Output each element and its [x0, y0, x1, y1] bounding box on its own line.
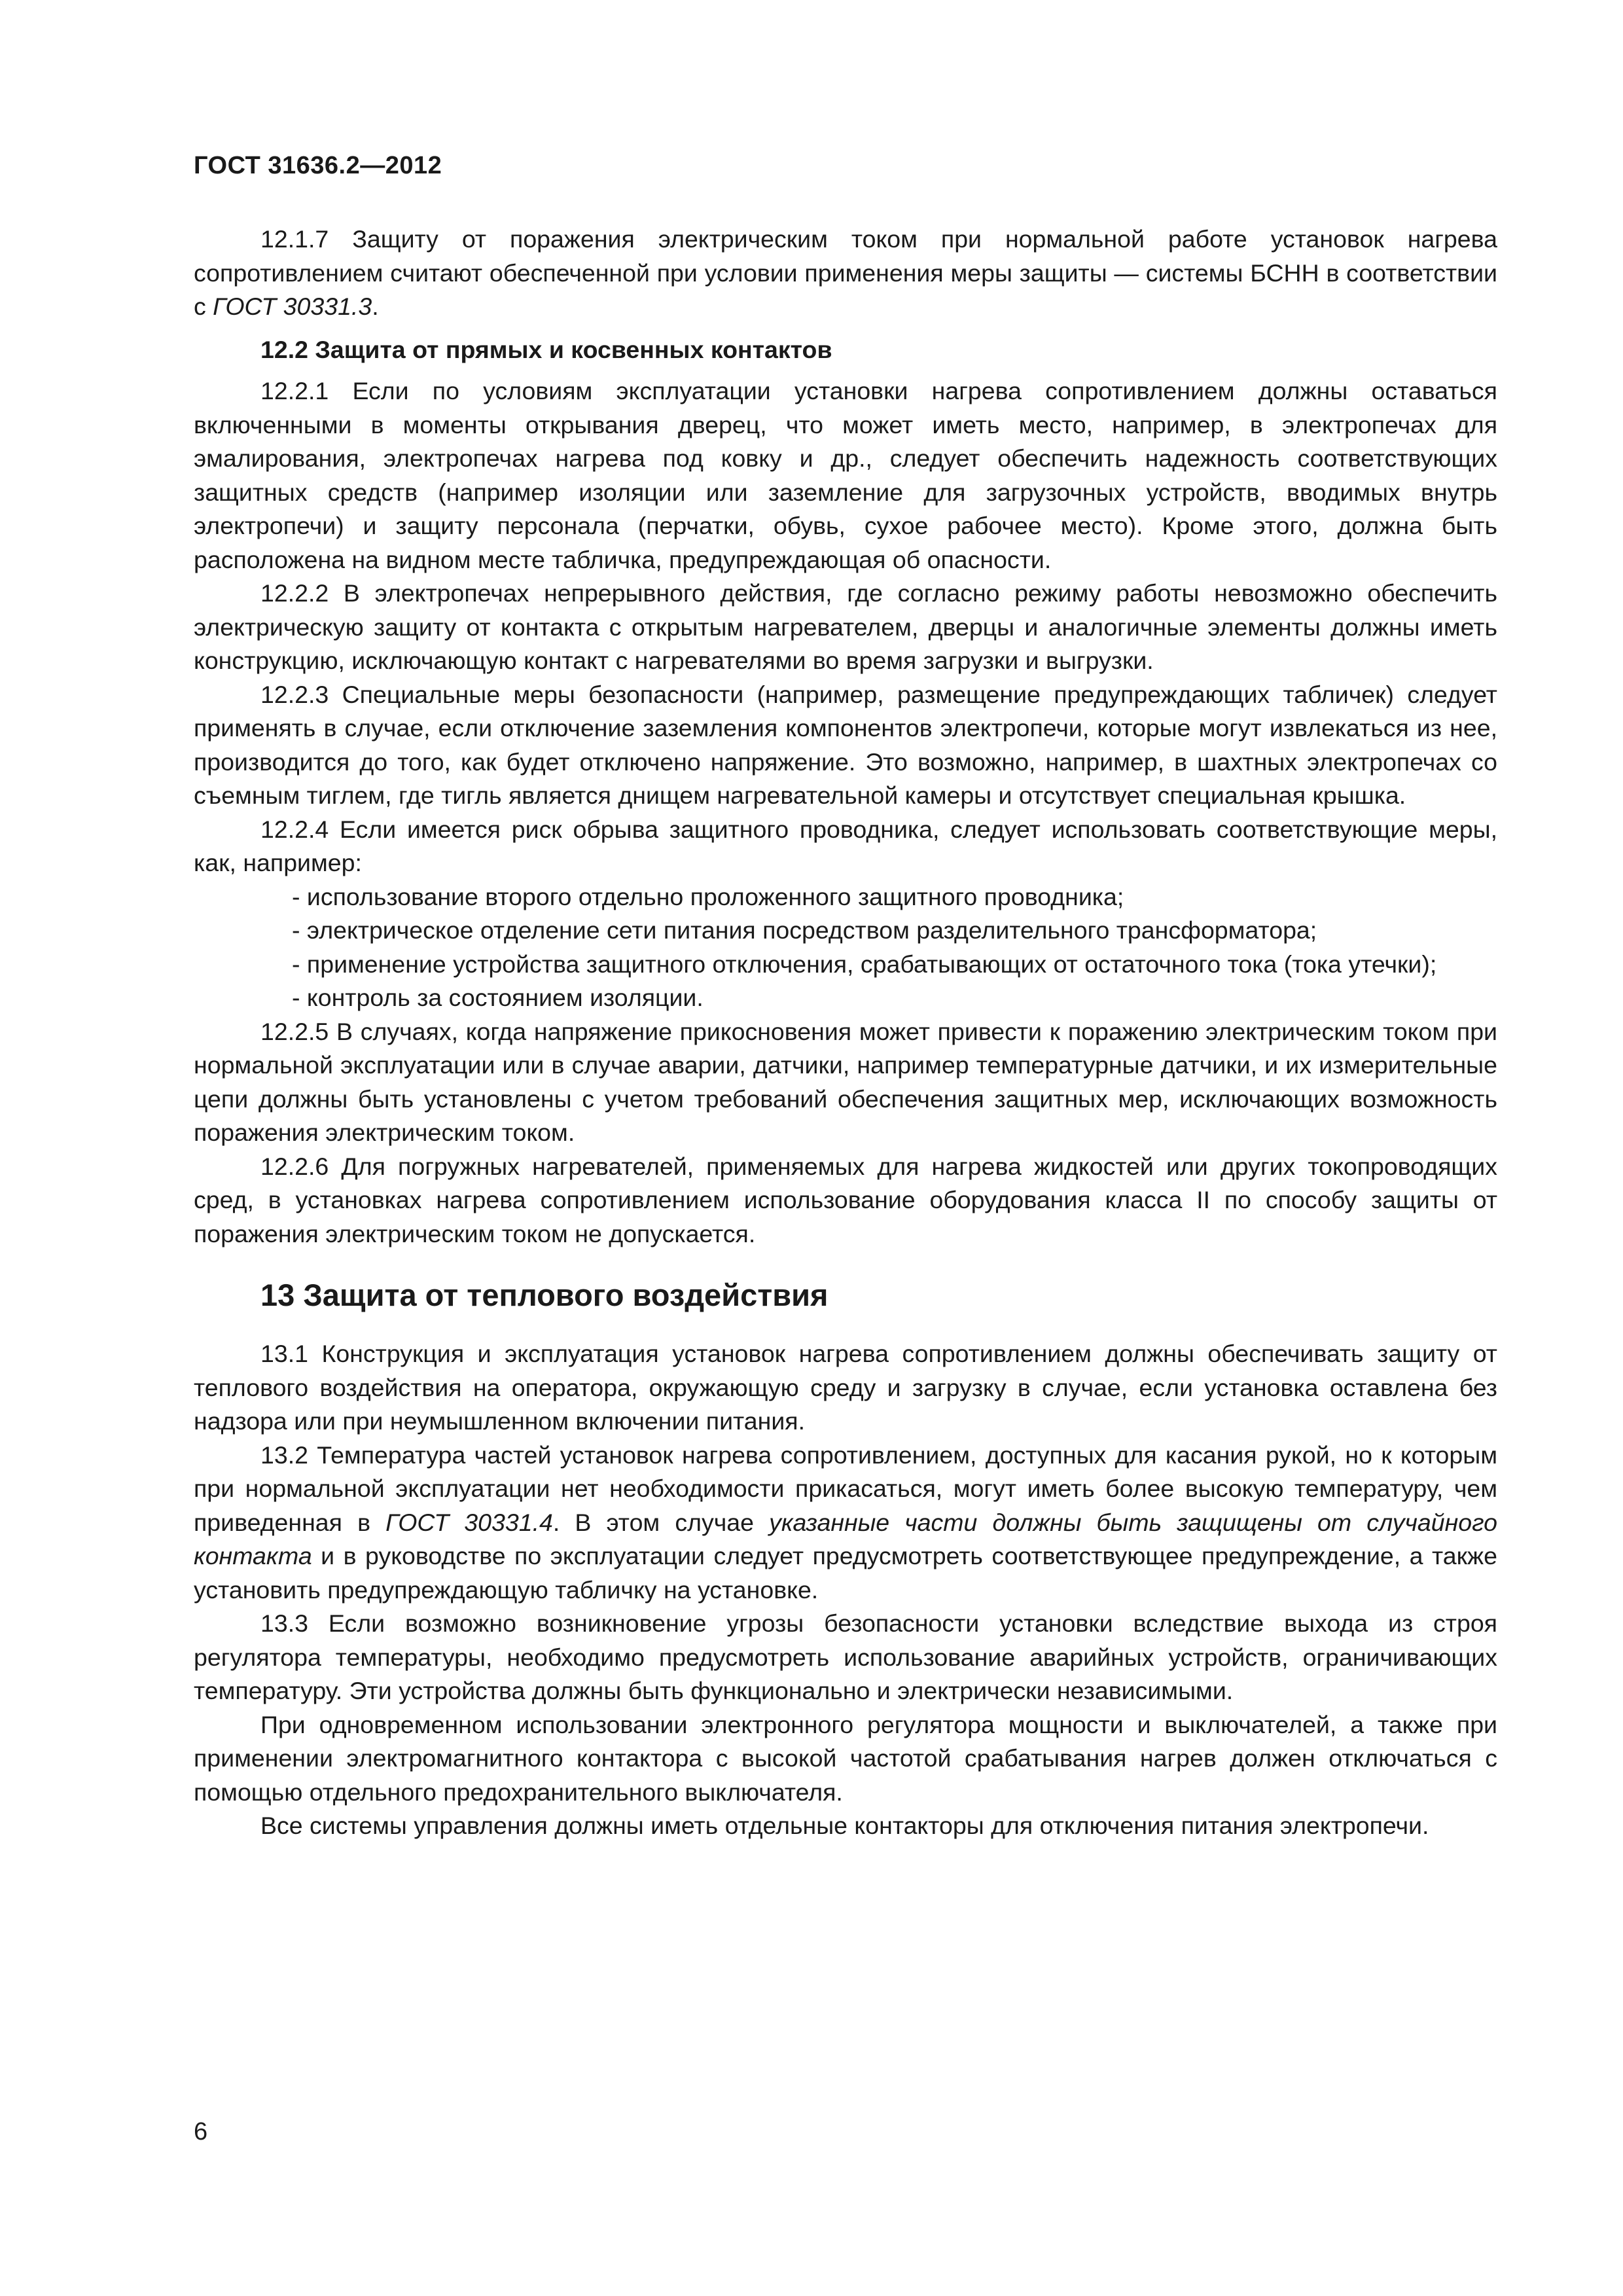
list-item: - использование второго отдельно проложенного защитного проводника;	[292, 882, 1124, 910]
paragraph-12-1-7: 12.1.7 Защиту от поражения электрическим током при нормальной работе установок нагрева сопротивлением считают обеспеченной при условии применения меры защиты — системы БСНН в соответствии с ГОСТ 30331.3.	[194, 225, 1497, 320]
paragraph-12-2-6: 12.2.6 Для погружных нагревателей, применяемых для нагрева жидкостей или других токопроводящих сред, в установках нагрева сопротивлением использование оборудования класса II по способу защиты от поражения электрическим током не допускается.	[194, 1152, 1497, 1247]
paragraph-12-2-5: 12.2.5 В случаях, когда напряжение прикосновения может привести к поражению электрическим током при нормальной эксплуатации или в случае аварии, датчики, например температурные датчики, и их измерительные цепи должны быть установлены с учетом требований обеспечения защитных мер, исключающих возможность поражения электрическим током.	[194, 1017, 1497, 1146]
emphasized-text: указанные части должны быть защищены от случайного контакта	[194, 1508, 1498, 1570]
section-heading-13: 13 Защита от теплового воздействия	[260, 1278, 829, 1312]
document-body	[194, 223, 1497, 1843]
list-item: - контроль за состоянием изоляции.	[292, 984, 704, 1011]
paragraph-13-3: 13.3 Если возможно возникновение угрозы безопасности установки вследствие выхода из строя регулятора температуры, необходимо предусмотреть использование аварийных устройств, ограничивающих температуру. Эти устройства должны быть функционально и электрически независимыми.	[194, 1609, 1497, 1704]
paragraph-13-3-b: При одновременном использовании электронного регулятора мощности и выключателей, а также при применении электромагнитного контактора с высокой частотой срабатывания нагрев должен отключаться с помощью отдельного предохранительного выключателя.	[194, 1710, 1497, 1806]
paragraph-12-2-1: 12.2.1 Если по условиям эксплуатации установки нагрева сопротивлением должны оставаться включенными в моменты открывания дверец, что может иметь место, например, в электропечах для эмалирования, электропечах нагрева под ковку и др., следует обеспечить надежность соответствующих защитных средств (например изоляции или заземление для загрузочных устройств, вводимых внутрь электропечи) и защиту персонала (перчатки, обувь, сухое рабочее место). Кроме этого, должна быть расположена на видном месте табличка, предупреждающая об опасности.	[194, 377, 1497, 573]
list-item: - электрическое отделение сети питания посредством разделительного трансформатора;	[292, 916, 1317, 944]
paragraph-13-1: 13.1 Конструкция и эксплуатация установок нагрева сопротивлением должны обеспечивать защиту от теплового воздействия на оператора, окружающую среду и загрузку в случае, если установка оставлена без надзора или при неумышленном включении питания.	[194, 1340, 1497, 1435]
page-number: 6	[194, 2118, 208, 2145]
standard-reference: ГОСТ 30331.3	[213, 293, 372, 320]
standard-header: ГОСТ 31636.2—2012	[194, 152, 442, 179]
paragraph-13-3-c: Все системы управления должны иметь отдельные контакторы для отключения питания электропечи.	[260, 1812, 1429, 1839]
paragraph-12-2-2: 12.2.2 В электропечах непрерывного действия, где согласно режиму работы невозможно обеспечить электрическую защиту от контакта с открытым нагревателем, дверцы и аналогичные элементы должны иметь конструкцию, исключающую контакт с нагревателями во время загрузки и выгрузки.	[194, 579, 1497, 674]
standard-reference: ГОСТ 30331.4	[385, 1508, 553, 1536]
list-item: - применение устройства защитного отключения, срабатывающих от остаточного тока (тока утечки);	[292, 950, 1437, 978]
paragraph-13-2: 13.2 Температура частей установок нагрева сопротивлением, доступных для касания рукой, но к которым при нормальной эксплуатации нет необходимости прикасаться, могут иметь более высокую температуру, чем приведенная в ГОСТ 30331.4. В этом случае указанные части должны быть защищены от случайного контакта и в руководстве по эксплуатации следует предусмотреть соответствующее предупреждение, а также установить предупреждающую табличку на установке.	[194, 1441, 1498, 1604]
paragraph-12-2-3: 12.2.3 Специальные меры безопасности (например, размещение предупреждающих табличек) следует применять в случае, если отключение заземления компонентов электропечи, которые могут извлекаться из нее, производится до того, как будет отключено напряжение. Это возможно, например, в шахтных электропечах со съемным тиглем, где тигль является днищем нагревательной камеры и отсутствует специальная крышка.	[194, 680, 1497, 809]
paragraph-12-2-4: 12.2.4 Если имеется риск обрыва защитного проводника, следует использовать соответствующие меры, как, например:	[194, 815, 1497, 876]
subsection-heading-12-2: 12.2 Защита от прямых и косвенных контактов	[260, 335, 832, 363]
